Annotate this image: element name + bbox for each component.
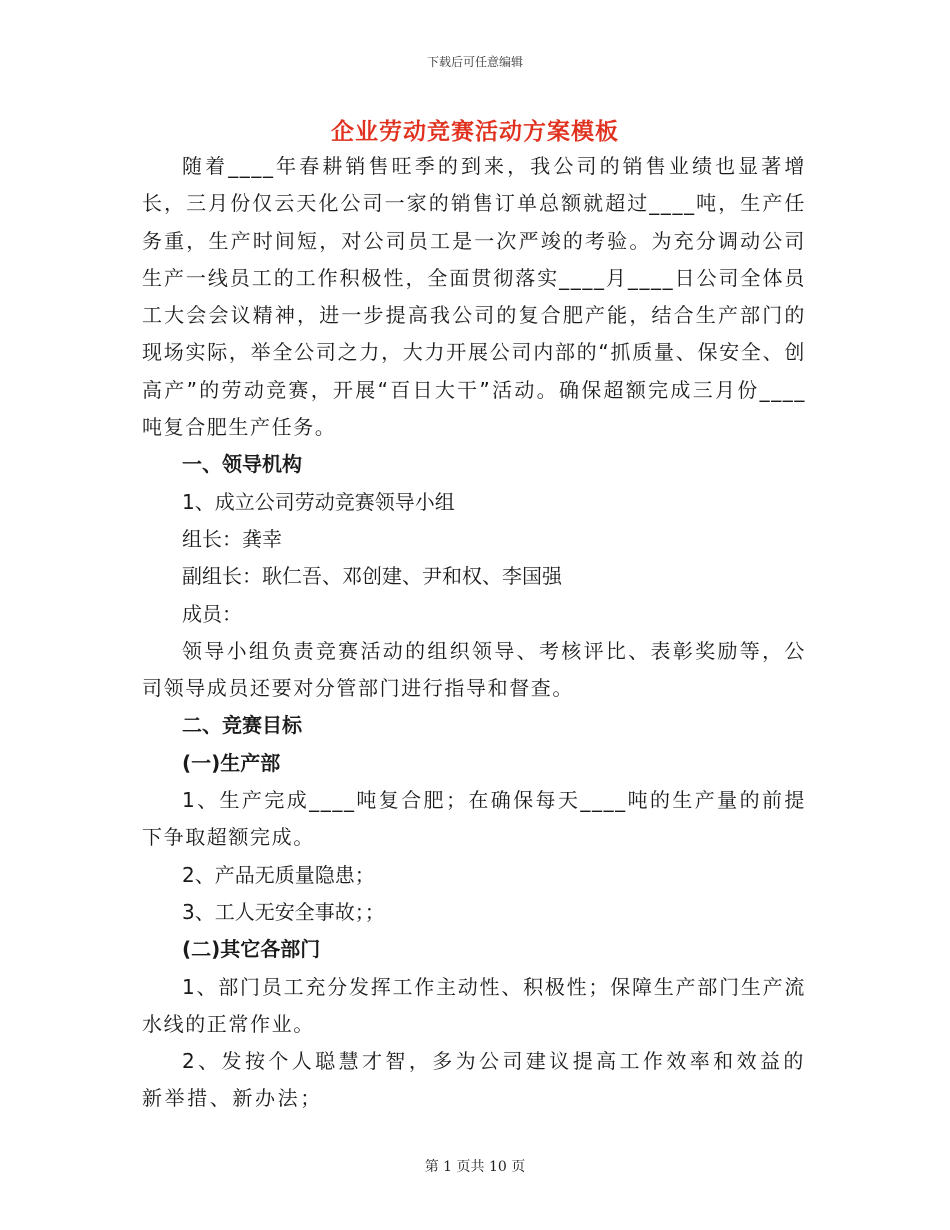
document-title: 企业劳动竞赛活动方案模板	[331, 119, 619, 145]
leadership-item-1: 1、成立公司劳动竞赛领导小组	[182, 489, 455, 514]
vice-leaders-line: 副组长：耿仁吾、邓创建、尹和权、李国强	[182, 564, 562, 589]
other-departments-item-2: 2、发按个人聪慧才智，多为公司建议提高工作效率和效益的新举措、新办法；	[142, 1049, 806, 1111]
section-heading-leadership: 一、领导机构	[182, 452, 302, 477]
intro-paragraph: 随着____年春耕销售旺季的到来，我公司的销售业绩也显著增长，三月份仅云天化公司一家的销售订单总额就超过____吨，生产任务重，生产时间短，对公司员工是一次严竣的考验。为充分调动公司生产一线员工的工作积极性，全面贯彻落实____月____日公司全体员工大会会议精神，进一步提高我公司的复合肥产能，结合生产部门的现场实际，举全公司之力，大力开展公司内部的“抓质量、保安全、创高产”的劳动竞赛，开展“百日大干”活动。确保超额完成三月份____吨复合肥生产任务。	[142, 154, 806, 440]
other-departments-item-1: 1、部门员工充分发挥工作主动性、积极性；保障生产部门生产流水线的正常作业。	[142, 974, 806, 1036]
subheading-other-departments: (二)其它各部门	[182, 937, 321, 962]
leadership-duty-paragraph: 领导小组负责竞赛活动的组织领导、考核评比、表彰奖励等，公司领导成员还要对分管部门进行指导和督查。	[142, 638, 806, 701]
page-number: 第 1 页共 10 页	[424, 1159, 526, 1175]
page-header-note: 下载后可任意编辑	[426, 55, 523, 69]
members-line: 成员：	[182, 601, 242, 626]
leader-line: 组长：龚幸	[182, 526, 282, 551]
production-item-2: 2、产品无质量隐患；	[182, 862, 375, 887]
production-item-3: 3、工人无安全事故；；	[182, 899, 385, 924]
production-item-1: 1、生产完成____吨复合肥；在确保每天____吨的生产量的前提下争取超额完成。	[142, 788, 806, 850]
section-heading-goals: 二、竞赛目标	[182, 713, 302, 738]
document-body	[142, 148, 806, 1118]
subheading-production: (一)生产部	[182, 750, 281, 775]
